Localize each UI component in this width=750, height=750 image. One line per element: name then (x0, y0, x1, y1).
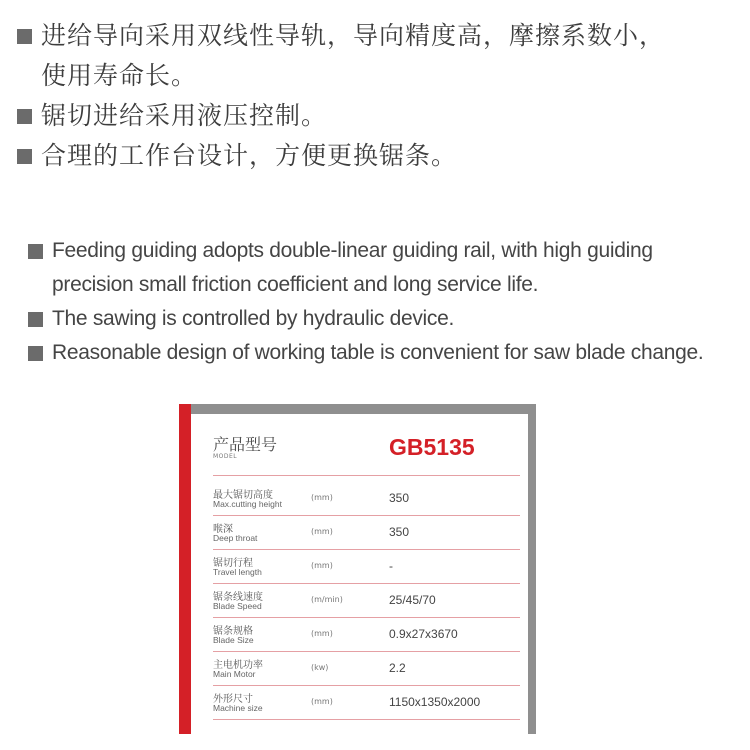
bullet-square-icon (28, 312, 43, 327)
spec-row-blade-size (191, 618, 528, 652)
bullet-square-icon (28, 244, 43, 259)
feature-cn-2-text: 锯切进给采用液压控制。 (41, 101, 328, 130)
spec-unit: (mm) (311, 629, 333, 638)
spec-unit: (mm) (311, 561, 333, 570)
spec-label-cn: 锯条线速度 (213, 592, 263, 603)
feature-en-2-text: The sawing is controlled by hydraulic device. (52, 307, 455, 330)
spec-value: 2.2 (389, 661, 406, 675)
feature-en-1-line-2: precision small friction coefficient and long service life. (52, 273, 539, 296)
spec-value: 350 (389, 491, 410, 505)
model-label-cn: 产品型号 (213, 435, 278, 454)
spec-card (179, 404, 536, 734)
spec-value: 350 (389, 525, 410, 539)
spec-row-machine-size (191, 686, 528, 720)
spec-label-en: Deep throat (213, 533, 258, 543)
spec-unit: (mm) (311, 493, 333, 502)
spec-row-travel-length (191, 550, 528, 584)
bullet-square-icon (28, 346, 43, 361)
spec-label-en: Main Motor (213, 669, 256, 679)
feature-en-1 (28, 234, 653, 302)
spec-label-en: Travel length (213, 567, 262, 577)
feature-cn-3-text: 合理的工作台设计，方便更换锯条。 (41, 141, 458, 170)
spec-label-cn: 主电机功率 (213, 660, 263, 671)
spec-card-accent-bar (179, 404, 191, 734)
row-divider (213, 475, 520, 476)
feature-en-3-text: Reasonable design of working table is convenient for saw blade change. (52, 341, 704, 364)
spec-value: - (389, 559, 393, 573)
model-row (191, 414, 528, 476)
spec-row-main-motor (191, 652, 528, 686)
spec-label-en: Machine size (213, 703, 263, 713)
spec-label-en: Blade Speed (213, 601, 262, 611)
spec-label-cn: 喉深 (213, 524, 233, 535)
bullet-square-icon (17, 149, 32, 164)
spec-value: 0.9x27x3670 (389, 627, 458, 641)
spec-label-cn: 锯切行程 (213, 558, 253, 569)
feature-cn-3 (17, 136, 457, 176)
feature-en-2 (28, 302, 454, 336)
spec-label-cn: 外形尺寸 (213, 694, 253, 705)
model-label-en: MODEL (213, 453, 238, 460)
feature-en-3 (28, 336, 703, 370)
spec-row-blade-speed (191, 584, 528, 618)
feature-cn-1 (17, 16, 665, 96)
bullet-square-icon (17, 109, 32, 124)
spec-card-body (191, 414, 528, 734)
spec-unit: (mm) (311, 697, 333, 706)
spec-unit: (kw) (311, 663, 329, 672)
spec-unit: (m/min) (311, 595, 343, 604)
row-divider (213, 719, 520, 720)
bullet-square-icon (17, 29, 32, 44)
feature-cn-2 (17, 96, 327, 136)
spec-row-max-cutting-height (191, 482, 528, 516)
spec-value: 25/45/70 (389, 593, 436, 607)
spec-label-en: Max.cutting height (213, 499, 282, 509)
model-value: GB5135 (389, 434, 475, 460)
feature-cn-1-line-2: 使用寿命长。 (41, 61, 198, 90)
feature-cn-1-line-1: 进给导向采用双线性导轨，导向精度高，摩擦系数小， (41, 21, 666, 50)
spec-label-cn: 最大锯切高度 (213, 490, 273, 501)
spec-label-cn: 锯条规格 (213, 626, 253, 637)
feature-en-1-line-1: Feeding guiding adopts double-linear guiding rail, with high guiding (52, 239, 653, 262)
spec-value: 1150x1350x2000 (389, 695, 481, 709)
spec-unit: (mm) (311, 527, 333, 536)
spec-row-deep-throat (191, 516, 528, 550)
spec-label-en: Blade Size (213, 635, 254, 645)
